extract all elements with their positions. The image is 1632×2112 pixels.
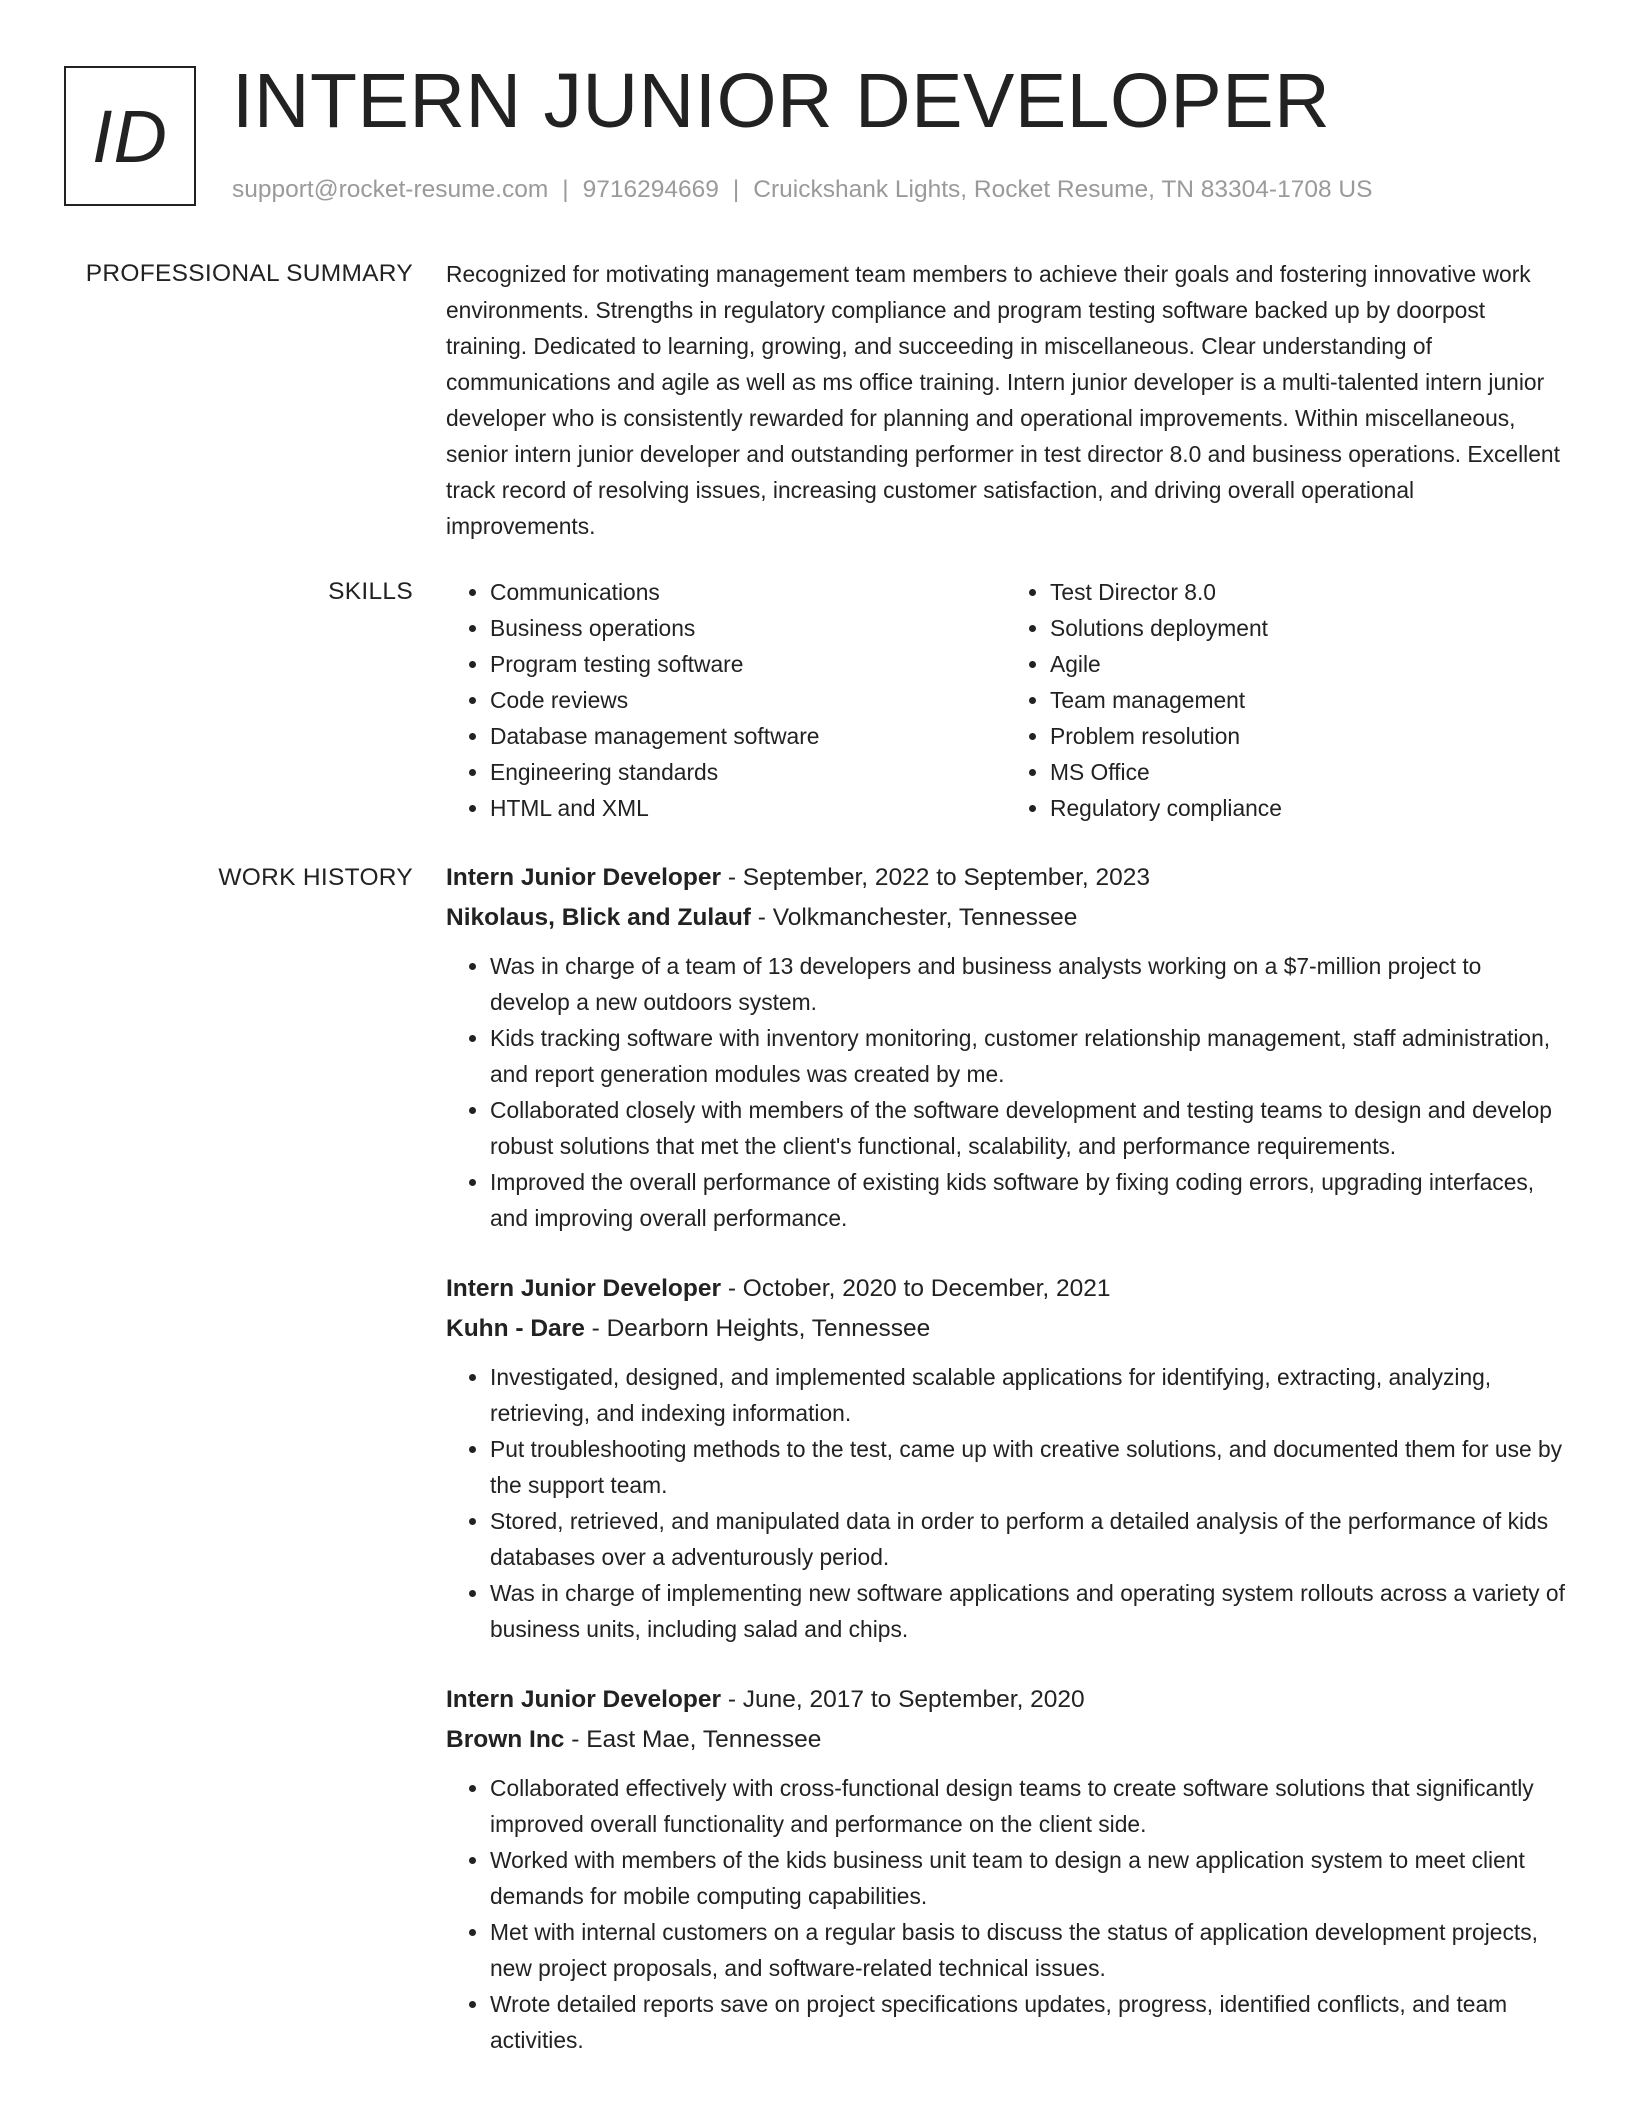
- job-company: Nikolaus, Blick and Zulauf: [446, 904, 751, 931]
- skill-item: • Code reviews: [490, 682, 1006, 718]
- job-role: Intern Junior Developer: [446, 1275, 722, 1302]
- contact-address: Cruickshank Lights, Rocket Resume, TN 83304-1708 US: [753, 176, 1373, 203]
- job-bullet: • Kids tracking software with inventory monitoring, customer relationship management, staff administration, and report generation modules was created by me.: [490, 1020, 1566, 1092]
- skill-item: • Agile: [1050, 646, 1566, 682]
- job-entry: [446, 858, 1566, 1236]
- skill-item: • Test Director 8.0: [1050, 574, 1566, 610]
- job-title-line: [446, 1269, 1566, 1309]
- skill-item: • Business operations: [490, 610, 1006, 646]
- contact-phone: 9716294669: [582, 176, 719, 203]
- job-bullet: • Was in charge of a team of 13 developers and business analysts working on a $7-million project to develop a new outdoors system.: [490, 948, 1566, 1020]
- skill-item: • Team management: [1050, 682, 1566, 718]
- job-role: Intern Junior Developer: [446, 864, 722, 891]
- candidate-name: INTERN JUNIOR DEVELOPER: [232, 58, 1331, 144]
- skill-item: • HTML and XML: [490, 790, 1006, 826]
- job-bullet-list: [446, 948, 1566, 1236]
- job-bullet: • Collaborated closely with members of the software development and testing teams to design and develop robust solutions that met the client's functional, scalability, and performance requirements.: [490, 1092, 1566, 1164]
- job-bullet-list: [446, 1359, 1566, 1647]
- job-dates: - September, 2022 to September, 2023: [721, 864, 1151, 891]
- contact-line: [232, 174, 1372, 206]
- job-role: Intern Junior Developer: [446, 1686, 722, 1713]
- job-title-line: [446, 858, 1566, 898]
- skill-item: • Engineering standards: [490, 754, 1006, 790]
- contact-separator: |: [562, 176, 569, 203]
- skill-item: • Solutions deployment: [1050, 610, 1566, 646]
- section-title-skills: SKILLS: [328, 578, 413, 605]
- work-history-body: [446, 858, 1566, 2091]
- summary-text: Recognized for motivating management team members to achieve their goals and fostering innovative work environments. Strengths in regulatory compliance and program testing software backed up by doorpost training. Dedicated to learning, growing, and succeeding in miscellaneous. Clear understanding of communications and agile as well as ms office training. Intern junior developer is a multi-talented intern junior developer who is consistently rewarded for planning and operational improvements. Within miscellaneous, senior intern junior developer and outstanding performer in test director 8.0 and business operations. Excellent track record of resolving issues, increasing customer satisfaction, and driving overall operational improvements.: [446, 261, 1560, 539]
- job-location: - Volkmanchester, Tennessee: [750, 904, 1078, 931]
- summary-body: [446, 256, 1566, 544]
- job-location: - East Mae, Tennessee: [564, 1726, 822, 1753]
- job-entry: [446, 1680, 1566, 2058]
- job-entry: [446, 1269, 1566, 1647]
- job-bullet: • Wrote detailed reports save on project specifications updates, progress, identified conflicts, and team activities.: [490, 1986, 1566, 2058]
- job-location: - Dearborn Heights, Tennessee: [584, 1315, 931, 1342]
- job-bullet: • Investigated, designed, and implemented scalable applications for identifying, extracting, analyzing, retrieving, and indexing information.: [490, 1359, 1566, 1431]
- skills-list-left: [446, 574, 1006, 826]
- job-company-line: [446, 1720, 1566, 1760]
- contact-email: support@rocket-resume.com: [232, 176, 549, 203]
- job-bullet: • Improved the overall performance of existing kids software by fixing coding errors, upgrading interfaces, and improving overall performance.: [490, 1164, 1566, 1236]
- skills-list-right: [1006, 574, 1566, 826]
- contact-separator: |: [732, 176, 740, 203]
- skill-item: • Problem resolution: [1050, 718, 1566, 754]
- job-bullet: • Collaborated effectively with cross-functional design teams to create software solutions that significantly improved overall functionality and performance on the client side.: [490, 1770, 1566, 1842]
- monogram-box: [64, 66, 196, 206]
- skills-body: [446, 574, 1566, 826]
- job-bullet: • Put troubleshooting methods to the test, came up with creative solutions, and documented them for use by the support team.: [490, 1431, 1566, 1503]
- job-bullet: • Worked with members of the kids business unit team to design a new application system to meet client demands for mobile computing capabilities.: [490, 1842, 1566, 1914]
- skill-item: • Program testing software: [490, 646, 1006, 682]
- job-company-line: [446, 1309, 1566, 1349]
- skill-item: • Communications: [490, 574, 1006, 610]
- section-title-summary: PROFESSIONAL SUMMARY: [85, 260, 413, 287]
- job-company: Brown Inc: [446, 1726, 565, 1753]
- monogram-initials: ID: [92, 94, 168, 178]
- job-company: Kuhn - Dare: [446, 1315, 585, 1342]
- section-title-work-history: WORK HISTORY: [218, 864, 413, 891]
- job-bullet-list: [446, 1770, 1566, 2058]
- skill-item: • MS Office: [1050, 754, 1566, 790]
- job-bullet: • Was in charge of implementing new software applications and operating system rollouts across a variety of business units, including salad and chips.: [490, 1575, 1566, 1647]
- job-dates: - October, 2020 to December, 2021: [721, 1275, 1111, 1302]
- job-title-line: [446, 1680, 1566, 1720]
- job-company-line: [446, 898, 1566, 938]
- job-dates: - June, 2017 to September, 2020: [721, 1686, 1085, 1713]
- skills-columns: [446, 574, 1566, 826]
- skill-item: • Database management software: [490, 718, 1006, 754]
- skill-item: • Regulatory compliance: [1050, 790, 1566, 826]
- job-bullet: • Met with internal customers on a regular basis to discuss the status of application development projects, new project proposals, and software-related technical issues.: [490, 1914, 1566, 1986]
- job-bullet: • Stored, retrieved, and manipulated data in order to perform a detailed analysis of the performance of kids databases over a adventurously period.: [490, 1503, 1566, 1575]
